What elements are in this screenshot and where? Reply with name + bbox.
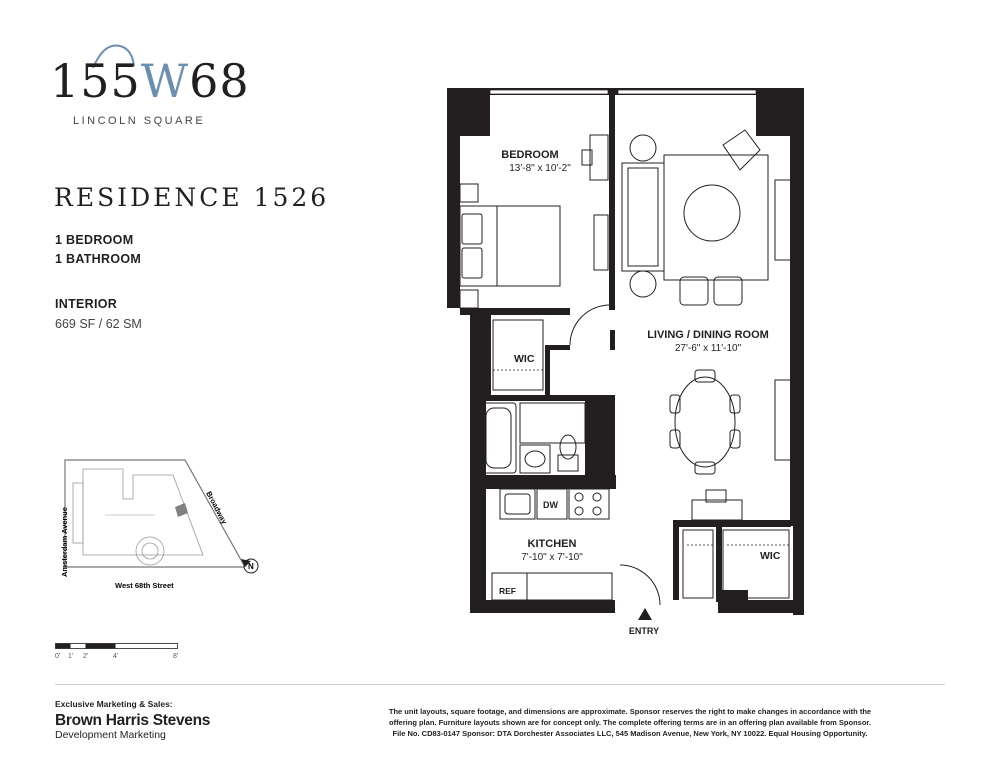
entry-arrow-icon — [638, 608, 652, 620]
disclaimer — [350, 707, 910, 740]
street-left-label: Amsterdam Avenue — [60, 507, 69, 577]
brokerage-subtitle: Development Marketing — [55, 729, 166, 741]
room-name-bedroom: BEDROOM — [501, 149, 559, 161]
room-dims-kitchen: 7'-10" x 7'-10" — [521, 552, 583, 563]
disclaimer-line-3: File No. CD83-0147 Sponsor: DTA Dorchester Associates LLC, 545 Madison Avenue, New York, NY 10022. Equal Housing Opportunity. — [392, 728, 868, 738]
scale-tick-1: 1' — [68, 653, 74, 660]
interior-label: INTERIOR — [55, 297, 118, 311]
brokerage-name: Brown Harris Stevens — [55, 712, 211, 729]
disclaimer-line-2: offering plan. Furniture layouts shown are for concept only. The complete offering terms are in an offering plan available from Sponsor. — [388, 717, 872, 727]
scale-tick-4: 4' — [113, 653, 119, 660]
residence-title: RESIDENCE 1526 — [54, 183, 330, 212]
room-dims-bedroom: 13'-8" x 10'-2" — [509, 163, 571, 174]
disclaimer-line-1: The unit layouts, square footage, and dimensions are approximate. Sponsor reserves the right to make changes in accordance with the — [388, 707, 872, 716]
scale-tick-2: 2' — [83, 653, 89, 660]
street-bottom-label: West 68th Street — [115, 581, 174, 590]
unit-location-marker — [175, 503, 188, 517]
wic-label-entry: WIC — [760, 550, 781, 562]
building-logo — [50, 54, 250, 108]
room-name-kitchen: KITCHEN — [527, 538, 577, 550]
room-name-living: LIVING / DINING ROOM — [647, 329, 769, 341]
footer-divider — [55, 684, 945, 685]
site-map — [55, 455, 285, 600]
scale-tick-8: 8' — [173, 653, 179, 660]
wic-label-bedroom: WIC — [514, 353, 535, 365]
interior-area: 669 SF / 62 SM — [55, 317, 142, 331]
refrigerator-label: REF — [499, 586, 516, 596]
logo-number-left: 155 — [50, 54, 141, 108]
dishwasher-label: DW — [543, 500, 558, 510]
north-label: N — [248, 562, 254, 571]
logo-number-right: 68 — [189, 54, 250, 108]
scale-bar — [55, 643, 185, 663]
bathroom-count: 1 BATHROOM — [55, 252, 142, 266]
bedroom-count: 1 BEDROOM — [55, 233, 134, 247]
floor-plan — [440, 80, 820, 650]
room-dims-living: 27'-6" x 11'-10" — [674, 343, 742, 354]
marketing-label: Exclusive Marketing & Sales: — [55, 699, 173, 709]
north-arrow-icon — [241, 559, 258, 573]
neighborhood-label: LINCOLN SQUARE — [73, 115, 206, 127]
street-right-label: Broadway — [204, 489, 230, 526]
entry-label: ENTRY — [628, 626, 660, 636]
scale-tick-0: 0' — [55, 653, 61, 660]
logo-letter: W — [140, 54, 190, 108]
